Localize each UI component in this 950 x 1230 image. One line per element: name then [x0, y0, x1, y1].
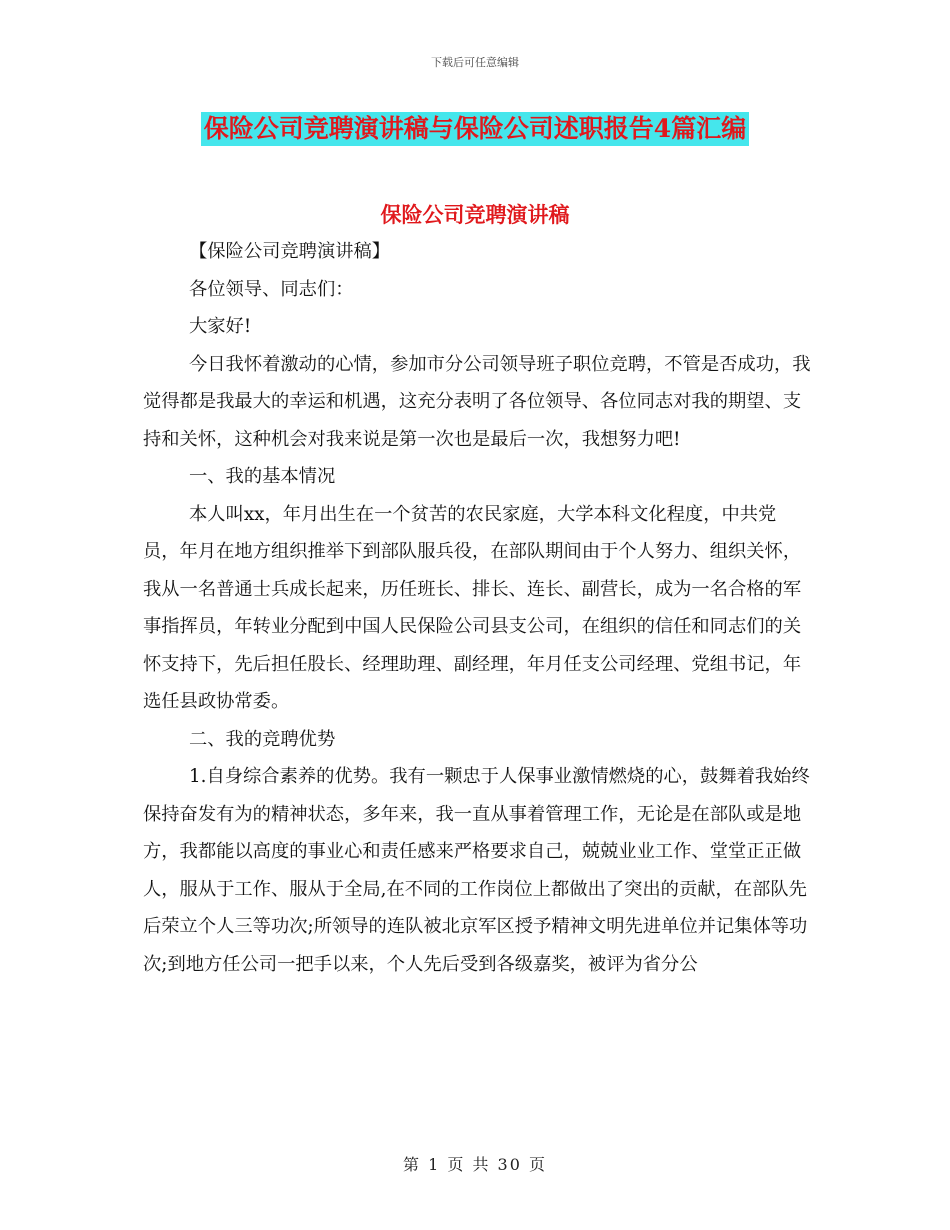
section-title: 保险公司竞聘演讲稿: [380, 202, 570, 227]
document-body: [143, 233, 811, 983]
paragraph-salutation: 各位领导、同志们：: [189, 278, 354, 300]
page-number: 第 1 页 共 30 页: [403, 1155, 547, 1174]
document-title-wrap: [0, 112, 950, 146]
document-title: 保险公司竞聘演讲稿与保险公司述职报告4篇汇编: [201, 112, 749, 146]
section-heading-advantages: 二、我的竞聘优势: [189, 728, 336, 750]
paragraph-advantage-1: 1.自身综合素养的优势。我有一颗忠于人保事业激情燃烧的心，鼓舞着我始终保持奋发有为的精神状态，多年来，我一直从事着管理工作，无论是在部队或是地方，我都能以高度的事业心和责任感来严格要求自己，兢兢业业工作、堂堂正正做人，服从于工作、服从于全局,在不同的工作岗位上都做出了突出的贡献，在部队先后荣立个人三等功次;所领导的连队被北京军区授予精神文明先进单位并记集体等功次;到地方任公司一把手以来，个人先后受到各级嘉奖，被评为省分公: [143, 766, 810, 975]
paragraph-basic-info: 本人叫xx，年月出生在一个贫苦的农民家庭，大学本科文化程度，中共党员，年月在地方组织推举下到部队服兵役，在部队期间由于个人努力、组织关怀，我从一名普通士兵成长起来，历任班长、排长、连长、副营长，成为一名合格的军事指挥员，年转业分配到中国人民保险公司县支公司，在组织的信任和同志们的关怀支持下，先后担任股长、经理助理、副经理，年月任支公司经理、党组书记，年选任县政协常委。: [143, 503, 802, 712]
header-note: 下载后可任意编辑: [431, 56, 519, 69]
section-heading-basic-info: 一、我的基本情况: [189, 466, 336, 487]
paragraph-heading: 【保险公司竞聘演讲稿】: [189, 241, 391, 262]
paragraph-intro: 今日我怀着激动的心情，参加市分公司领导班子职位竞聘，不管是否成功，我觉得都是我最大的幸运和机遇，这充分表明了各位领导、各位同志对我的期望、支持和关怀，这种机会对我来说是第一次也是最后一次，我想努力吧!: [143, 353, 811, 450]
paragraph-greeting: 大家好!: [189, 316, 252, 337]
